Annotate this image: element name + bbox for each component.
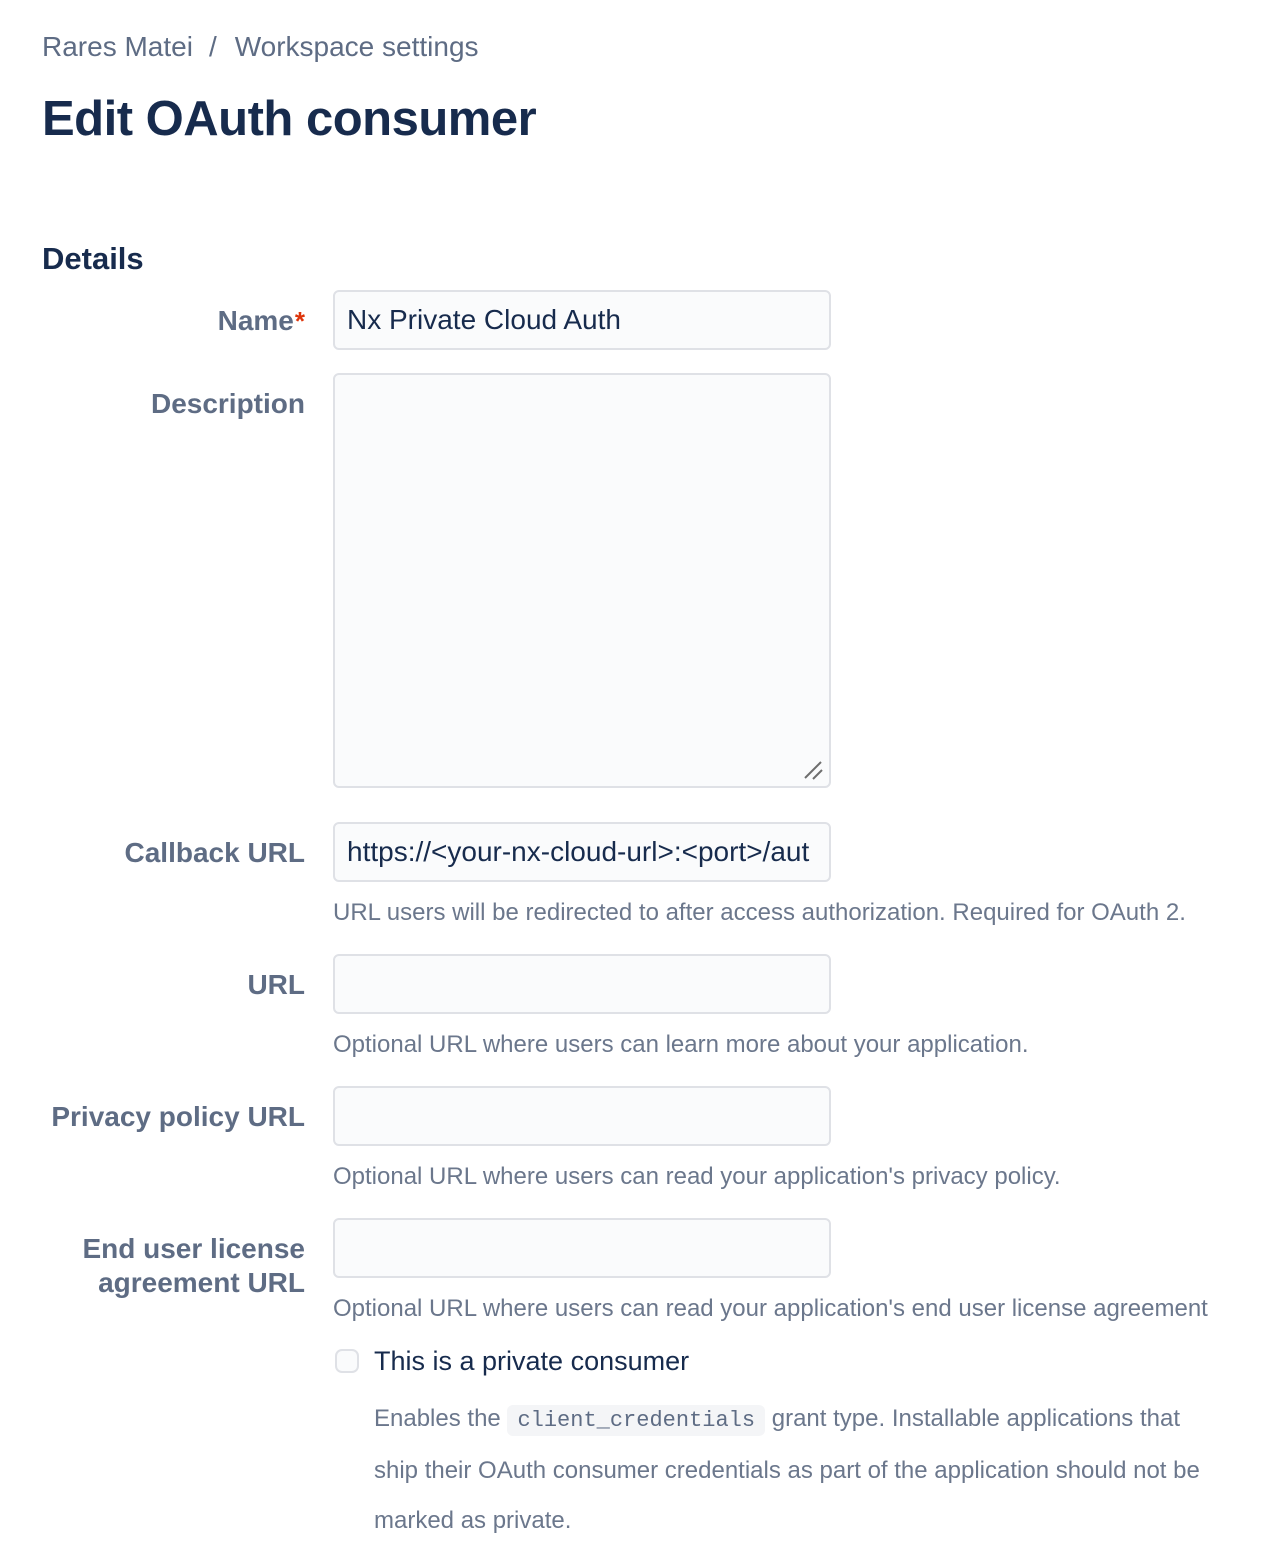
callback-url-label: Callback URL [124, 837, 305, 868]
eula-url-helper-text: Optional URL where users can read your application's end user license agreement [333, 1295, 1208, 1322]
description-label: Description [150, 388, 305, 419]
breadcrumb-workspace-link[interactable]: Rares Matei [42, 31, 193, 62]
page-title: Edit OAuth consumer [42, 92, 537, 146]
description-textarea[interactable] [333, 373, 831, 788]
url-field-row [42, 954, 1236, 1060]
name-input[interactable] [333, 290, 831, 350]
privacy-policy-url-helper-text: Optional URL where users can read your application's privacy policy. [333, 1163, 1061, 1190]
breadcrumb [42, 30, 1236, 64]
private-consumer-checkbox-label[interactable]: This is a private consumer [374, 1346, 690, 1376]
callback-url-helper-text: URL users will be redirected to after access authorization. Required for OAuth 2. [333, 899, 1186, 926]
client-credentials-code-chip: client_credentials [507, 1405, 765, 1436]
details-section-heading: Details [42, 241, 144, 276]
private-consumer-row [42, 1344, 1236, 1546]
textarea-resize-grip-icon[interactable] [800, 757, 824, 781]
eula-url-label: End user license agreement URL [82, 1233, 305, 1298]
breadcrumb-workspace-settings-link[interactable]: Workspace settings [234, 31, 479, 62]
oauth-consumer-form [42, 290, 1236, 1546]
name-label: Name* [217, 305, 305, 336]
url-label: URL [247, 969, 305, 1000]
description-field-row [42, 373, 1236, 788]
privacy-policy-url-input[interactable] [333, 1086, 831, 1146]
url-helper-text: Optional URL where users can learn more about your application. [333, 1031, 1029, 1058]
name-field-row [42, 290, 1236, 350]
private-consumer-empty-label [42, 1344, 305, 1546]
eula-url-input[interactable] [333, 1218, 831, 1278]
required-asterisk: * [294, 306, 305, 336]
eula-url-field-row [42, 1218, 1236, 1324]
private-consumer-checkbox[interactable] [335, 1349, 359, 1373]
breadcrumb-separator: / [208, 31, 217, 62]
privacy-policy-url-field-row [42, 1086, 1236, 1192]
callback-url-field-row [42, 822, 1236, 928]
url-input[interactable] [333, 954, 831, 1014]
privacy-policy-url-label: Privacy policy URL [51, 1101, 305, 1132]
private-consumer-helper-text: Enables the client_credentials grant type. Installable applications that ship their OAuth consumer credentials as part of the application should not be marked as private. [374, 1405, 1200, 1534]
callback-url-input[interactable] [333, 822, 831, 882]
